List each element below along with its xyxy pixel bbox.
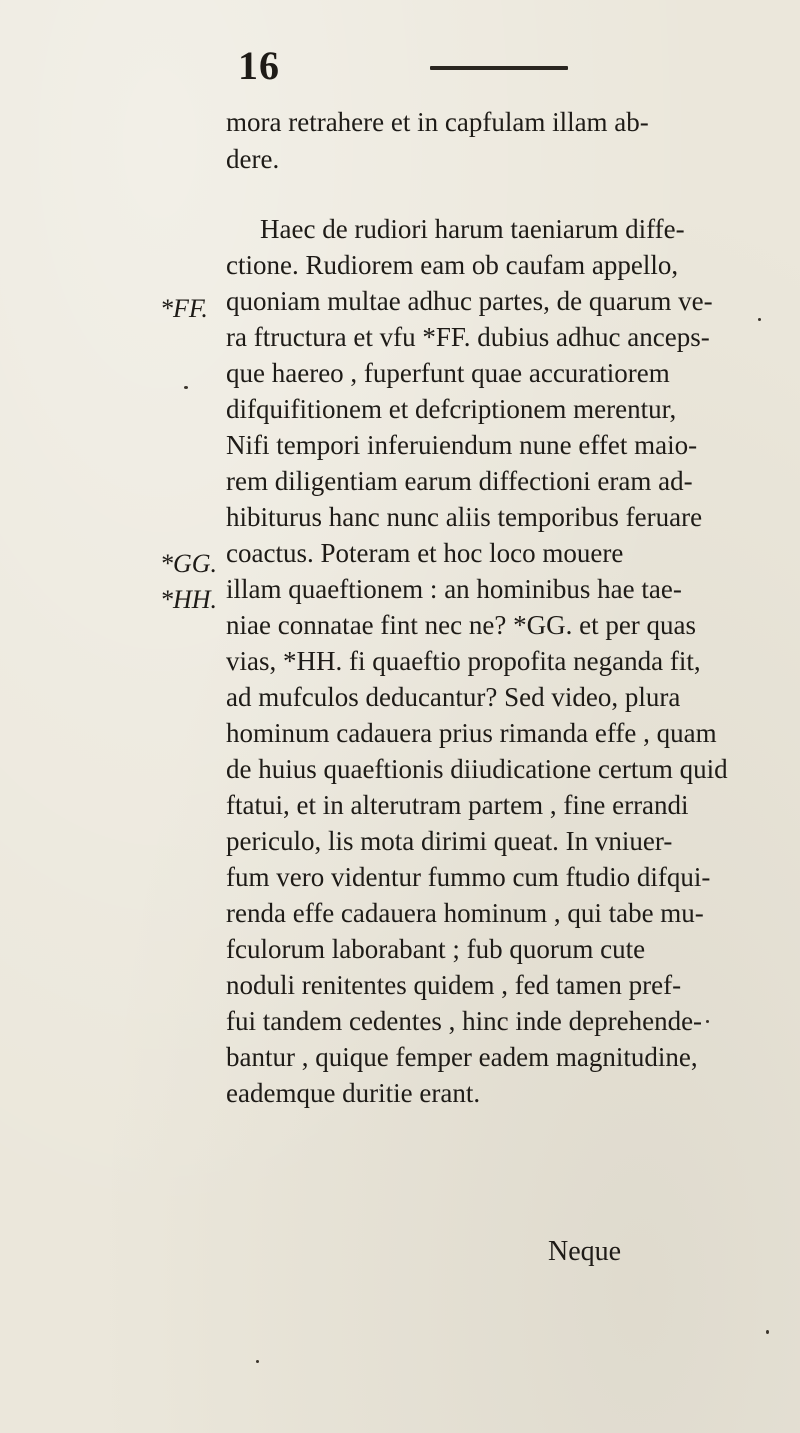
text-line: quoniam multae adhuc partes, de quarum ve-: [226, 286, 713, 316]
text-line: fculorum laborabant ; fub quorum cute: [226, 934, 646, 964]
text-line: dere.: [226, 144, 280, 174]
text-line: niae connatae fint nec ne? *GG. et per quas: [226, 610, 697, 640]
text-line: hominum cadauera prius rimanda effe , quam: [226, 718, 717, 748]
text-line: bantur , quique femper eadem magnitudine,: [226, 1042, 698, 1072]
text-line: illam quaeftionem : an hominibus hae tae-: [226, 574, 682, 604]
paper-speck: [256, 1360, 259, 1363]
page-number: 16: [238, 43, 280, 88]
text-line: coactus. Poteram et hoc loco mouere: [226, 538, 624, 568]
paper-speck: [184, 386, 188, 389]
text-line: noduli renitentes quidem , fed tamen pref-: [226, 970, 682, 1000]
text-line: vias, *HH. fi quaeftio propofita neganda fit,: [226, 646, 701, 676]
text-line: renda effe cadauera hominum , qui tabe mu-: [226, 898, 704, 928]
text-line: ftatui, et in alterutram partem , fine errandi: [226, 790, 689, 820]
text-line: hibiturus hanc nunc aliis temporibus feruare: [226, 502, 703, 532]
text-line: rem diligentiam earum diffectioni eram ad-: [226, 466, 693, 496]
text-line: fum vero videntur fummo cum ftudio difqui-: [226, 862, 711, 892]
text-line: ctione. Rudiorem eam ob caufam appello,: [226, 250, 679, 280]
text-line: Nifi tempori inferuiendum nune effet maio-: [226, 430, 698, 460]
text-line: periculo, lis mota dirimi queat. In vniuer-: [226, 826, 673, 856]
text-line: fui tandem cedentes , hinc inde deprehende-: [226, 1006, 703, 1036]
margin-note-gg: *GG.: [160, 549, 218, 578]
text-line: ad mufculos deducantur? Sed video, plura: [226, 682, 681, 712]
text-line: difquifitionem et defcriptionem merentur,: [226, 394, 677, 424]
text-line: Haec de rudiori harum taeniarum diffe-: [260, 214, 685, 244]
paper-speck: [766, 1330, 769, 1334]
running-header: [238, 42, 578, 92]
text-line: eademque duritie erant.: [226, 1078, 481, 1108]
text-line: mora retrahere et in capfulam illam ab-: [226, 107, 649, 137]
paper-speck: [758, 318, 761, 321]
paper-speck: [706, 1020, 709, 1023]
margin-note-hh: *HH.: [160, 585, 218, 614]
margin-note-ff: *FF.: [160, 294, 208, 323]
catchword: Neque: [548, 1236, 622, 1267]
text-line: ra ftructura et vfu *FF. dubius adhuc anceps-: [226, 322, 710, 352]
text-line: de huius quaeftionis diiudicatione certum quid: [226, 754, 728, 784]
text-line: que haereo , fuperfunt quae accuratiorem: [226, 358, 670, 388]
header-rule: [430, 66, 568, 70]
